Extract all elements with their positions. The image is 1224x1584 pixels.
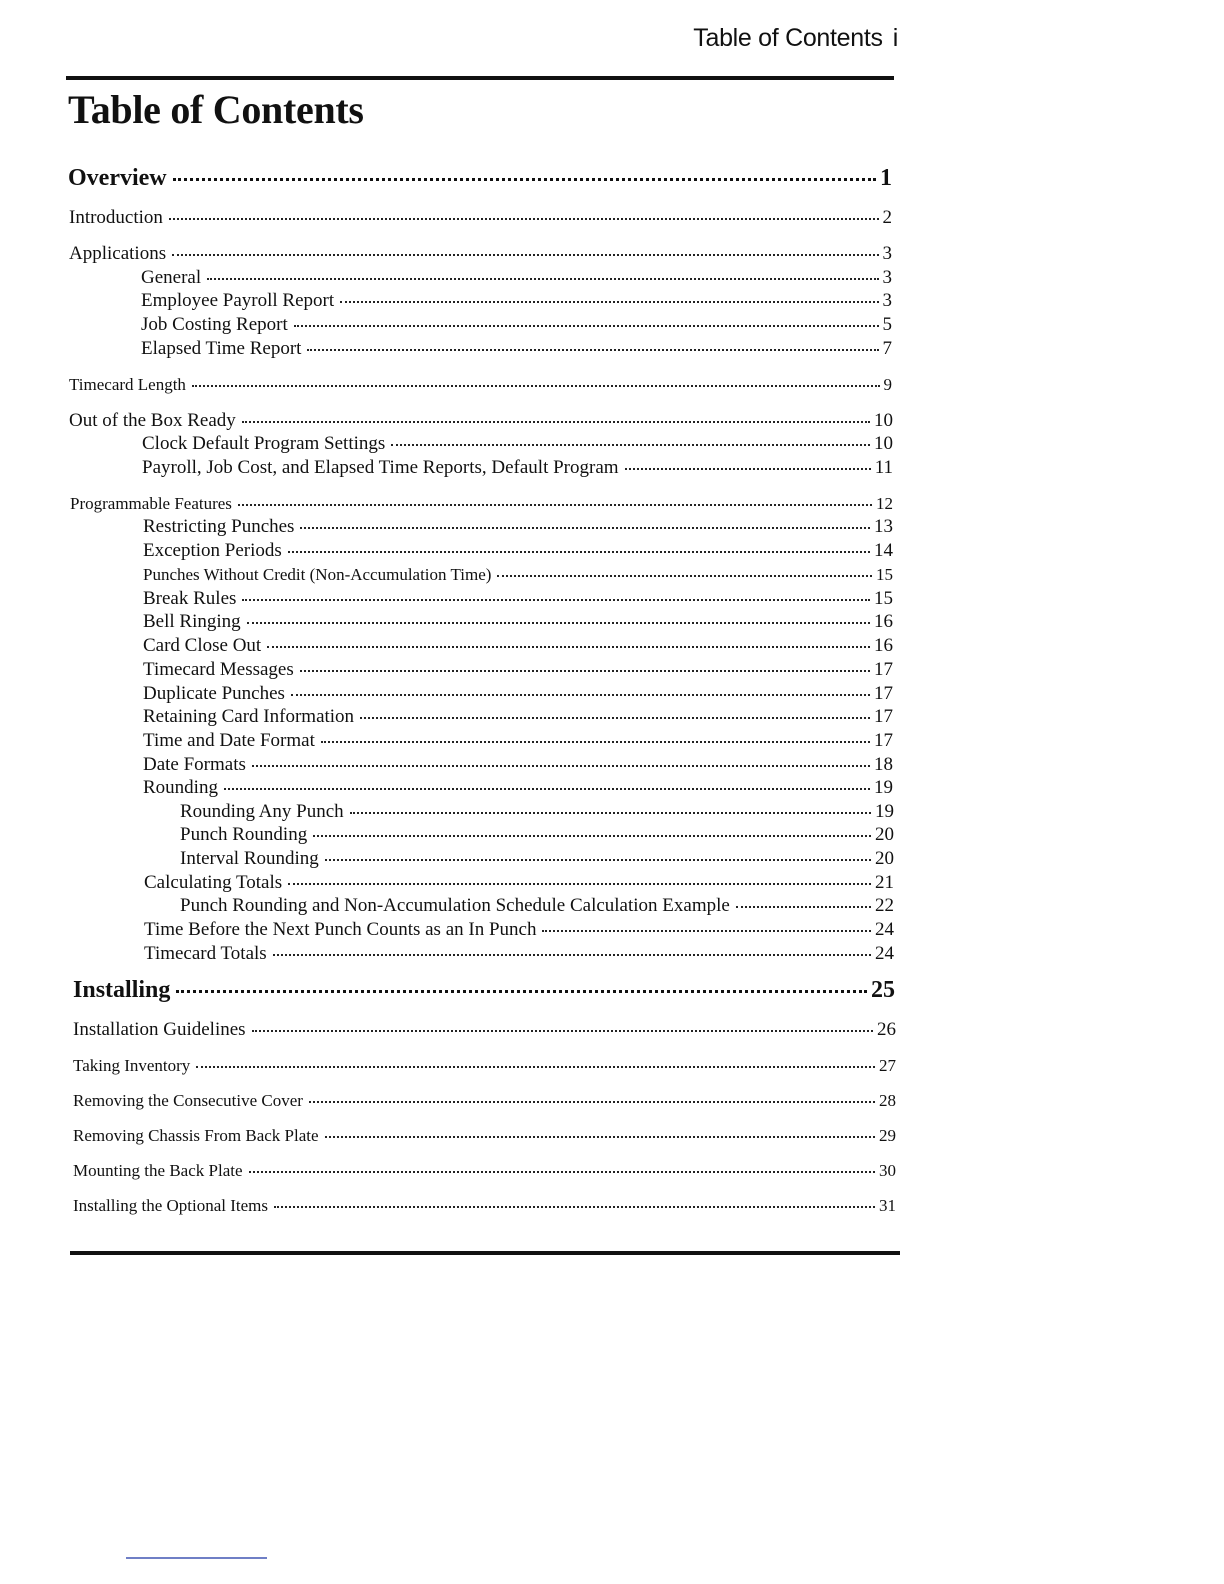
- toc-entry-timecard-totals[interactable]: [144, 942, 894, 966]
- toc-page-number: 3: [882, 243, 892, 264]
- toc-leader: [309, 1101, 875, 1103]
- toc-leader: [294, 325, 879, 327]
- toc-leader: [497, 575, 872, 577]
- toc-page-number: 29: [879, 1126, 896, 1145]
- toc-label: General: [141, 267, 202, 288]
- toc-entry-installing-optional-items[interactable]: [73, 1194, 896, 1218]
- toc-leader: [360, 717, 870, 719]
- toc-label: Duplicate Punches: [143, 683, 285, 704]
- toc-label: Timecard Length: [69, 375, 186, 394]
- toc-page-number: 26: [877, 1019, 896, 1040]
- toc-leader: [300, 670, 870, 672]
- toc-leader: [169, 218, 879, 220]
- toc-label: Installing: [73, 977, 171, 1003]
- toc-label: Timecard Messages: [143, 659, 294, 680]
- toc-leader: [300, 527, 870, 529]
- toc-page-number: 13: [874, 516, 893, 537]
- toc-page-number: 17: [874, 659, 893, 680]
- toc-entry-date-formats[interactable]: [143, 753, 893, 777]
- toc-entry-applications[interactable]: [69, 242, 892, 266]
- toc-entry-default-program-reports[interactable]: [142, 456, 893, 480]
- toc-page-number: 2: [882, 207, 892, 228]
- toc-label: Interval Rounding: [180, 848, 319, 869]
- toc-page-number: 27: [879, 1056, 896, 1075]
- toc-page-number: 16: [874, 611, 893, 632]
- toc-entry-mounting-back-plate[interactable]: [73, 1159, 896, 1183]
- toc-page-number: 5: [882, 314, 892, 335]
- toc-entry-time-before-next-punch[interactable]: [144, 918, 894, 942]
- toc-leader: [172, 254, 878, 256]
- toc-entry-break-rules[interactable]: [143, 587, 893, 611]
- toc-page-number: 17: [874, 706, 893, 727]
- toc-entry-card-close-out[interactable]: [143, 634, 893, 658]
- toc-label: Break Rules: [143, 588, 237, 609]
- toc-leader: [542, 930, 871, 932]
- toc-entry-removing-consecutive-cover[interactable]: [73, 1089, 896, 1113]
- toc-entry-rounding[interactable]: [143, 776, 893, 800]
- toc-page-number: 17: [874, 683, 893, 704]
- toc-label: Retaining Card Information: [143, 706, 355, 727]
- toc-entry-elapsed-time-report[interactable]: [141, 337, 892, 361]
- toc-page-number: 12: [876, 494, 893, 513]
- toc-leader: [325, 859, 871, 861]
- toc-leader: [252, 765, 870, 767]
- toc-entry-restricting-punches[interactable]: [143, 515, 893, 539]
- toc-label: Clock Default Program Settings: [142, 433, 386, 454]
- toc-label: Punch Rounding: [180, 824, 308, 845]
- toc-page-number: 20: [875, 848, 894, 869]
- scan-mark: [126, 1557, 267, 1559]
- toc-page-number: 30: [879, 1161, 896, 1180]
- toc-entry-out-of-the-box-ready[interactable]: [69, 409, 893, 433]
- toc-label: Calculating Totals: [144, 872, 283, 893]
- toc-page-number: 10: [874, 410, 893, 431]
- toc-page-number: 15: [876, 565, 893, 584]
- running-header-title: Table of Contents: [693, 24, 883, 52]
- toc-page-number: 15: [874, 588, 893, 609]
- toc-entry-timecard-length[interactable]: [69, 373, 892, 397]
- toc-label: Restricting Punches: [143, 516, 295, 537]
- toc-page-number: 24: [875, 943, 894, 964]
- toc-page-number: 7: [882, 338, 892, 359]
- toc-entry-punches-without-credit[interactable]: [143, 563, 893, 587]
- toc-entry-programmable-features[interactable]: [70, 492, 893, 516]
- toc-page-number: 21: [875, 872, 894, 893]
- toc-leader: [242, 421, 870, 423]
- toc-leader: [242, 599, 870, 601]
- toc-entry-rounding-any-punch[interactable]: [180, 800, 894, 824]
- toc-page-number: 1: [880, 165, 892, 191]
- toc-page-number: 9: [883, 375, 892, 394]
- toc-leader: [176, 990, 867, 993]
- toc-leader: [288, 883, 871, 885]
- toc-leader: [274, 1206, 875, 1208]
- toc-page-number: 22: [875, 895, 894, 916]
- toc-leader: [267, 646, 870, 648]
- toc-leader: [340, 301, 878, 303]
- toc-leader: [288, 551, 870, 553]
- toc-label: Installing the Optional Items: [73, 1196, 268, 1215]
- toc-entry-installation-guidelines[interactable]: [73, 1018, 896, 1042]
- toc-label: Job Costing Report: [141, 314, 288, 335]
- toc-leader: [249, 1171, 875, 1173]
- toc-leader: [325, 1136, 875, 1138]
- toc-leader: [313, 835, 871, 837]
- bottom-rule: [70, 1251, 900, 1255]
- toc-label: Payroll, Job Cost, and Elapsed Time Reports, Default Program: [142, 457, 619, 478]
- toc-entry-general[interactable]: [141, 266, 892, 290]
- toc-leader: [307, 349, 878, 351]
- toc-leader: [192, 385, 880, 387]
- toc-leader: [173, 178, 876, 181]
- toc-page-number: 11: [874, 457, 893, 478]
- toc-label: Date Formats: [143, 754, 246, 775]
- toc-label: Elapsed Time Report: [141, 338, 302, 359]
- toc-leader: [350, 812, 871, 814]
- toc-entry-exception-periods[interactable]: [143, 539, 893, 563]
- toc-entry-job-costing-report[interactable]: [141, 313, 892, 337]
- toc-page-number: 20: [875, 824, 894, 845]
- toc-leader: [625, 468, 871, 470]
- toc-leader: [321, 741, 870, 743]
- toc-leader: [207, 278, 878, 280]
- toc-entry-calculating-totals[interactable]: [144, 871, 894, 895]
- toc-label: Rounding Any Punch: [180, 801, 344, 822]
- toc-label: Mounting the Back Plate: [73, 1161, 243, 1180]
- toc-page-number: 18: [874, 754, 893, 775]
- toc-entry-bell-ringing[interactable]: [143, 610, 893, 634]
- toc-page-number: 19: [875, 801, 894, 822]
- toc-label: Bell Ringing: [143, 611, 241, 632]
- toc-page-number: 24: [875, 919, 894, 940]
- toc-entry-timecard-messages[interactable]: [143, 658, 893, 682]
- toc-label: Employee Payroll Report: [141, 290, 335, 311]
- toc-page-number: 3: [882, 290, 892, 311]
- toc-page-number: 16: [874, 635, 893, 656]
- toc-label: Introduction: [69, 207, 163, 228]
- toc-entry-time-and-date-format[interactable]: [143, 729, 893, 753]
- toc-chapter-overview[interactable]: [68, 163, 892, 193]
- toc-label: Card Close Out: [143, 635, 262, 656]
- toc-leader: [391, 444, 870, 446]
- toc-leader: [252, 1030, 873, 1032]
- toc-entry-calculation-example[interactable]: [180, 894, 894, 918]
- toc-label: Out of the Box Ready: [69, 410, 236, 431]
- toc-leader: [238, 504, 872, 506]
- toc-entry-employee-payroll-report[interactable]: [141, 289, 892, 313]
- toc-label: Taking Inventory: [73, 1056, 191, 1075]
- toc-entry-clock-default-program-settings[interactable]: [142, 432, 893, 456]
- toc-page-number: 3: [882, 267, 892, 288]
- toc-leader: [736, 906, 871, 908]
- toc-entry-duplicate-punches[interactable]: [143, 682, 893, 706]
- toc-entry-interval-rounding[interactable]: [180, 847, 894, 871]
- toc-label: Punches Without Credit (Non-Accumulation Time): [143, 565, 492, 584]
- toc-label: Overview: [68, 165, 167, 191]
- toc-page-number: 17: [874, 730, 893, 751]
- toc-chapter-installing[interactable]: [73, 975, 895, 1005]
- page-title: Table of Contents: [68, 87, 364, 132]
- toc-label: Removing Chassis From Back Plate: [73, 1126, 319, 1145]
- toc-entry-punch-rounding[interactable]: [180, 823, 894, 847]
- toc-leader: [224, 788, 870, 790]
- toc-page-number: 14: [874, 540, 893, 561]
- toc-leader: [291, 694, 870, 696]
- toc-label: Installation Guidelines: [73, 1019, 246, 1040]
- toc-label: Time and Date Format: [143, 730, 315, 751]
- toc-page-number: 10: [874, 433, 893, 454]
- toc-entry-retaining-card-information[interactable]: [143, 705, 893, 729]
- toc-leader: [247, 622, 870, 624]
- toc-label: Exception Periods: [143, 540, 282, 561]
- running-header-page-number: i: [892, 24, 898, 52]
- toc-entry-removing-chassis[interactable]: [73, 1124, 896, 1148]
- toc-label: Timecard Totals: [144, 943, 267, 964]
- toc-leader: [196, 1066, 875, 1068]
- toc-entry-introduction[interactable]: [69, 206, 892, 230]
- toc-label: Punch Rounding and Non-Accumulation Schedule Calculation Example: [180, 895, 730, 916]
- toc-page-number: 28: [879, 1091, 896, 1110]
- toc-label: Rounding: [143, 777, 218, 798]
- toc-label: Time Before the Next Punch Counts as an In Punch: [144, 919, 537, 940]
- toc-page-number: 25: [871, 977, 895, 1003]
- toc-label: Removing the Consecutive Cover: [73, 1091, 303, 1110]
- toc-page-number: 31: [879, 1196, 896, 1215]
- toc-leader: [273, 954, 871, 956]
- toc-label: Applications: [69, 243, 167, 264]
- toc-label: Programmable Features: [70, 494, 232, 513]
- toc-page-number: 19: [874, 777, 893, 798]
- toc-entry-taking-inventory[interactable]: [73, 1054, 896, 1078]
